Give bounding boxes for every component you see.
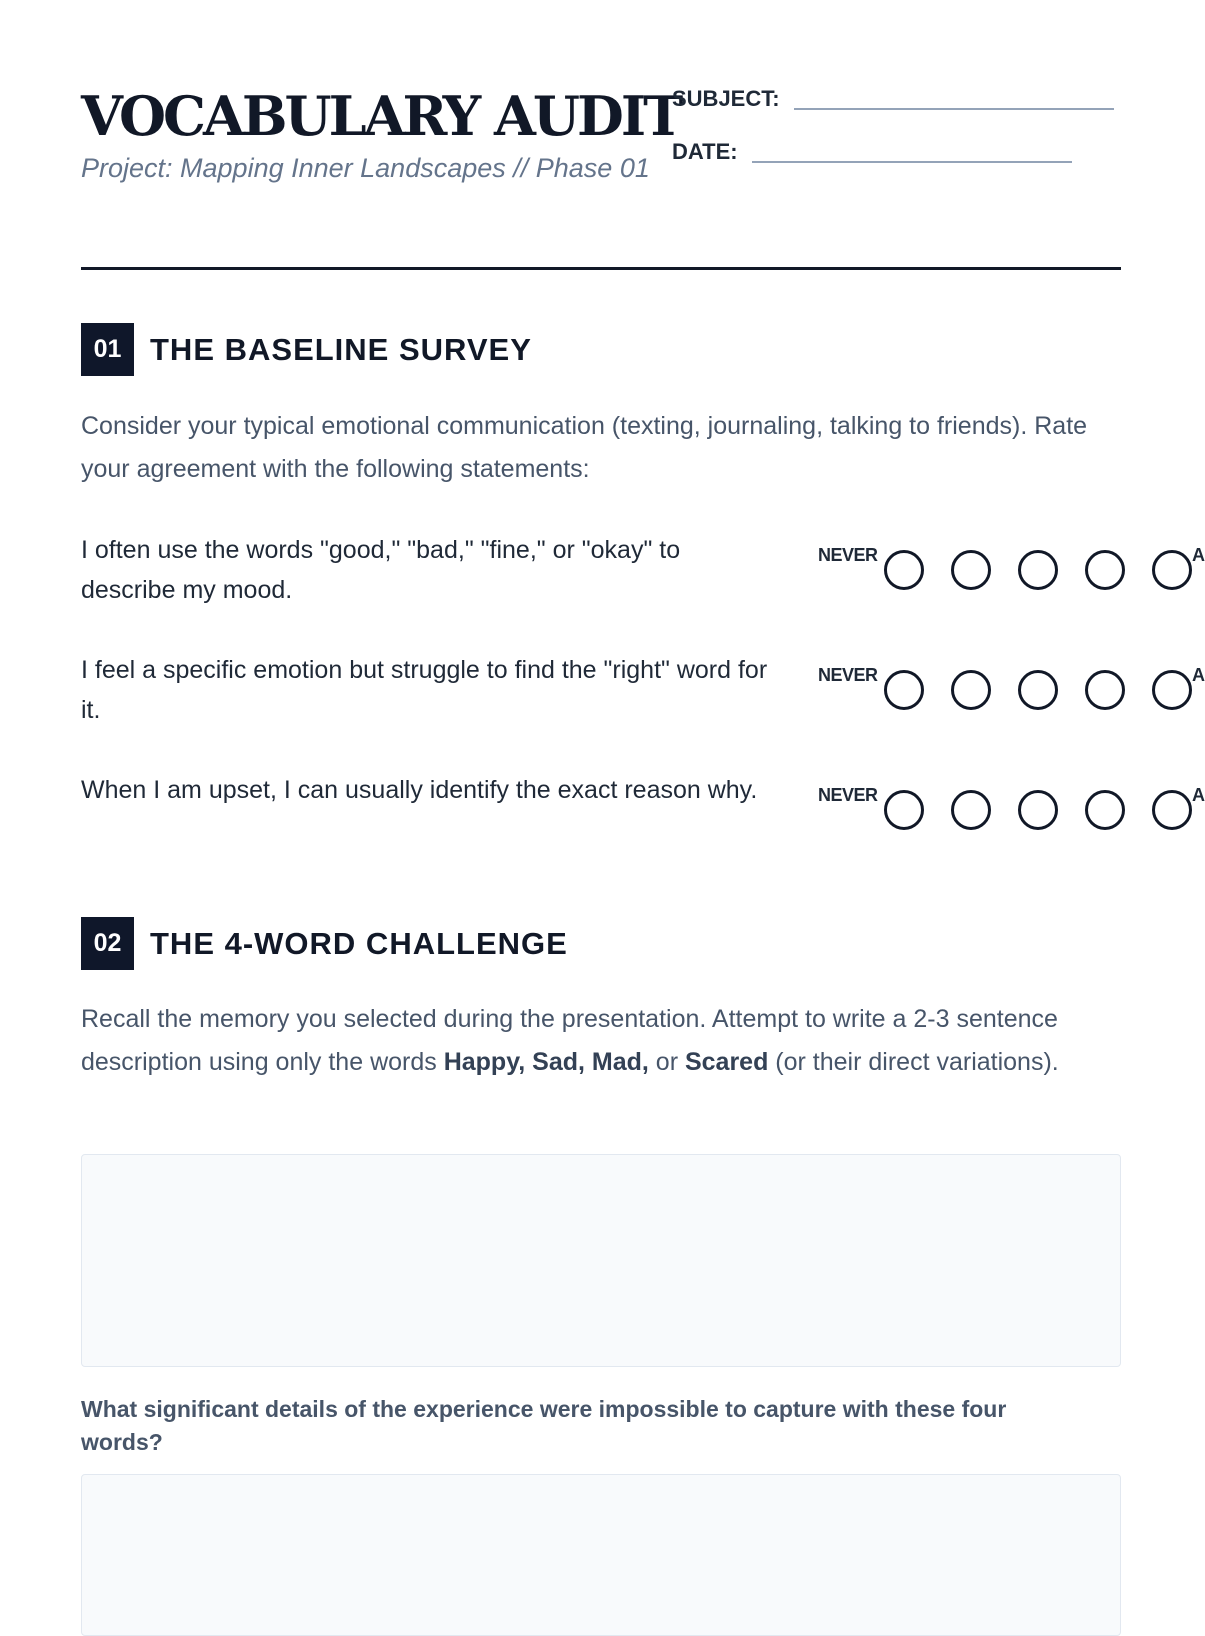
rating-radio-3[interactable] <box>1018 670 1058 710</box>
survey-row <box>81 530 1205 620</box>
subject-label: SUBJECT: <box>672 86 780 111</box>
survey-statement: When I am upset, I can usually identify the exact reason why. <box>81 776 758 804</box>
rating-radio-3[interactable] <box>1018 790 1058 830</box>
description-textarea[interactable] <box>81 1154 1121 1367</box>
scale-max-label: A <box>1192 785 1205 805</box>
rating-radio-1[interactable] <box>884 790 924 830</box>
page-subtitle: Project: Mapping Inner Landscapes // Phase 01 <box>81 153 650 183</box>
rating-radio-1[interactable] <box>884 550 924 590</box>
section-1-heading <box>81 323 532 376</box>
section-2-title: THE 4-WORD CHALLENGE <box>150 925 568 961</box>
rating-radio-5[interactable] <box>1152 550 1192 590</box>
survey-row <box>81 650 1205 740</box>
rating-radio-4[interactable] <box>1085 790 1125 830</box>
rating-radio-5[interactable] <box>1152 790 1192 830</box>
worksheet-page <box>81 0 1205 1600</box>
section-2-intro <box>81 998 1121 1084</box>
rating-scale <box>818 658 1205 710</box>
survey-statement: I feel a specific emotion but struggle to find the "right" word for it. <box>81 656 768 724</box>
scale-max-label: A <box>1192 545 1205 565</box>
rating-scale <box>818 778 1205 830</box>
section-2-intro-text: (or their direct variations). <box>768 1048 1059 1076</box>
header-divider <box>81 267 1121 270</box>
survey-statement: I often use the words "good," "bad," "fine," or "okay" to describe my mood. <box>81 536 681 604</box>
section-1-number: 01 <box>81 323 134 376</box>
rating-radio-2[interactable] <box>951 790 991 830</box>
rating-radio-4[interactable] <box>1085 670 1125 710</box>
rating-radio-4[interactable] <box>1085 550 1125 590</box>
scale-max-label: A <box>1192 665 1205 685</box>
rating-radio-5[interactable] <box>1152 670 1192 710</box>
rating-scale <box>818 538 1205 590</box>
section-2-heading <box>81 917 568 970</box>
date-label: DATE: <box>672 139 738 164</box>
scale-min-label: NEVER <box>818 785 878 805</box>
rating-radio-2[interactable] <box>951 550 991 590</box>
survey-row <box>81 770 1205 860</box>
followup-prompt: What significant details of the experience were impossible to capture with these four words? <box>81 1396 1007 1455</box>
section-1-intro: Consider your typical emotional communication (texting, journaling, talking to friends). Rate your agreement with the following statements: <box>81 412 1088 483</box>
rating-radio-2[interactable] <box>951 670 991 710</box>
section-2-intro-emphasis: Scared <box>684 1048 769 1076</box>
section-2-number: 02 <box>81 917 134 970</box>
scale-min-label: NEVER <box>818 545 878 565</box>
subject-input-line[interactable] <box>794 107 1114 110</box>
section-2-intro-text: Recall the memory you selected during the presentation. Attempt to write a 2-3 sentence description using only the words <box>81 1005 1058 1076</box>
date-field[interactable] <box>672 139 1072 165</box>
section-1-title: THE BASELINE SURVEY <box>150 331 532 367</box>
section-2-intro-emphasis: Happy, Sad, Mad, <box>443 1048 649 1076</box>
scale-min-label: NEVER <box>818 665 878 685</box>
followup-textarea[interactable] <box>81 1474 1121 1636</box>
page-title: VOCABULARY AUDIT <box>81 84 681 148</box>
rating-radio-3[interactable] <box>1018 550 1058 590</box>
section-2-intro-text: or <box>648 1048 685 1076</box>
subject-field[interactable] <box>672 86 1114 112</box>
rating-radio-1[interactable] <box>884 670 924 710</box>
date-input-line[interactable] <box>752 160 1072 163</box>
